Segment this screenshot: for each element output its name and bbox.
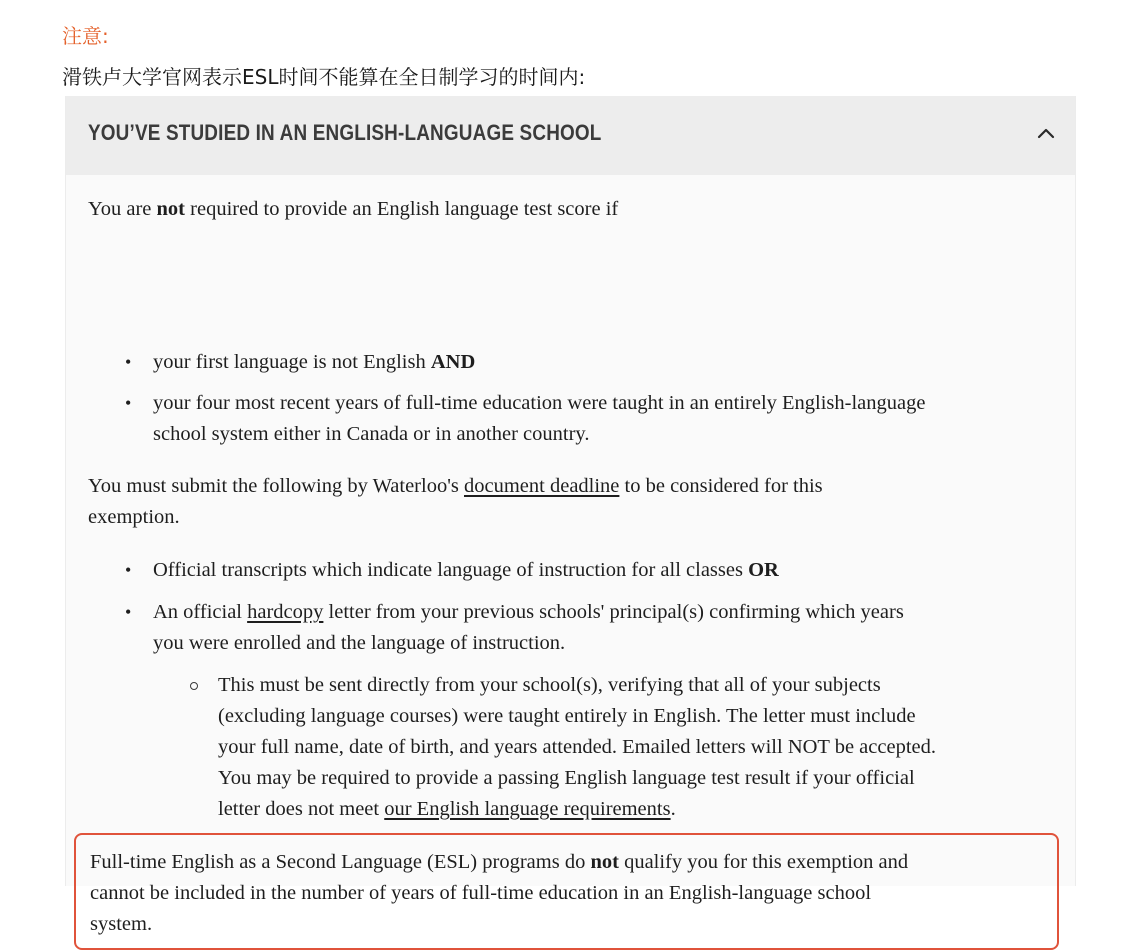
sub-note-line4: You may be required to provide a passing English language test result if your official xyxy=(218,767,915,789)
sub-note-line3: your full name, date of birth, and years attended. Emailed letters will NOT be accepted. xyxy=(218,736,937,758)
hardcopy-link[interactable]: hardcopy xyxy=(247,601,324,623)
document-item-letter-line2: you were enrolled and the language of instruction. xyxy=(153,632,566,654)
bullet-dot: • xyxy=(125,393,132,413)
intro-caption: 滑铁卢大学官网表示ESL时间不能算在全日制学习的时间内: xyxy=(62,65,586,89)
document-item-transcripts: Official transcripts which indicate language of instruction for all classes OR xyxy=(153,559,779,581)
esl-note-line3: system. xyxy=(90,913,153,935)
accordion-title: YOU’VE STUDIED IN AN ENGLISH-LANGUAGE SCHOOL xyxy=(88,120,602,145)
document-deadline-link[interactable]: document deadline xyxy=(464,475,620,497)
esl-note-line2: cannot be included in the number of years of full-time education in an English-language school xyxy=(90,882,872,904)
condition-item-education-line2: school system either in Canada or in another country. xyxy=(153,423,590,445)
esl-note-highlight xyxy=(74,833,1059,950)
submit-paragraph-line2: exemption. xyxy=(88,506,180,528)
condition-item-education-line1: your four most recent years of full-time education were taught in an entirely English-language xyxy=(153,392,926,414)
circle-bullet-icon xyxy=(190,682,198,690)
note-label: 注意: xyxy=(62,24,109,48)
sub-note-line2: (excluding language courses) were taught entirely in English. The letter must include xyxy=(218,705,916,727)
accordion-panel xyxy=(65,96,1076,935)
sub-note-line5: letter does not meet our English language requirements. xyxy=(218,798,676,820)
bullet-dot: • xyxy=(125,602,132,622)
chevron-up-icon[interactable] xyxy=(1036,126,1056,140)
sub-note-line1: This must be sent directly from your school(s), verifying that all of your subjects xyxy=(218,674,881,696)
esl-note-line1: Full-time English as a Second Language (ESL) programs do not qualify you for this exemption and xyxy=(90,851,909,873)
document-item-letter-line1: An official hardcopy letter from your previous schools' principal(s) confirming which years xyxy=(153,601,904,623)
intro-paragraph: You are not required to provide an English language test score if xyxy=(88,198,619,220)
bullet-dot: • xyxy=(125,560,132,580)
accordion-header[interactable] xyxy=(66,96,1075,175)
submit-paragraph-line1: You must submit the following by Waterloo's document deadline to be considered for this xyxy=(88,475,823,497)
english-requirements-link[interactable]: our English language requirements xyxy=(384,798,671,820)
condition-item-first-language: your first language is not English AND xyxy=(153,351,476,373)
bullet-dot: • xyxy=(125,352,132,372)
